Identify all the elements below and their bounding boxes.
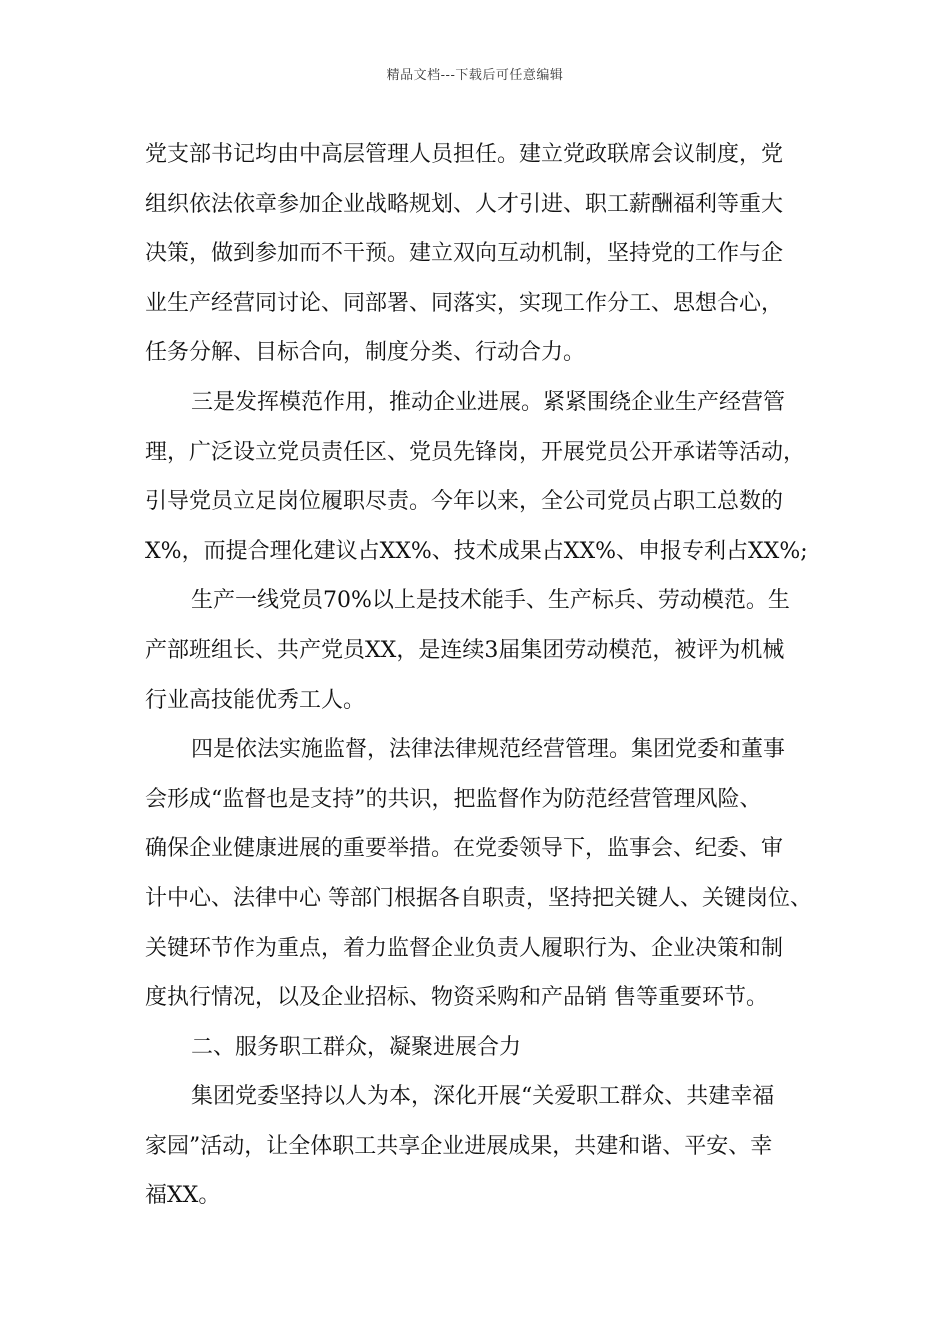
text-line: X%，而提合理化建议占XX%、技术成果占XX%、申报专利占XX%; <box>145 538 808 564</box>
text-line: 度执行情况，以及企业招标、物资采购和产品销 售等重要环节。 <box>145 985 768 1011</box>
text-line: 决策，做到参加而不干预。建立双向互动机制，坚持党的工作与企 <box>145 241 784 267</box>
paragraph-4 <box>145 725 825 1023</box>
text-line: 三是发挥模范作用，推动企业进展。紧紧围绕企业生产经营管 <box>191 389 786 415</box>
text-line: 党支部书记均由中高层管理人员担任。建立党政联席会议制度，党 <box>145 142 784 167</box>
text-line: 集团党委坚持以人为本，深化开展“关爱职工群众、共建幸福 <box>191 1084 775 1110</box>
text-line: 理，广泛设立党员责任区、党员先锋岗，开展党员公开承诺等活动， <box>145 439 806 465</box>
text-line: 行业高技能优秀工人。 <box>145 687 366 713</box>
section-heading <box>145 1023 825 1073</box>
text-line: 关键环节作为重点，着力监督企业负责人履职行为、企业决策和制 <box>145 935 784 961</box>
paragraph-3 <box>145 576 825 725</box>
text-line: 确保企业健康进展的重要举措。在党委领导下，监事会、纪委、审 <box>145 836 784 862</box>
document-body <box>145 130 825 1221</box>
text-line: 任务分解、目标合向，制度分类、行动合力。 <box>145 340 586 366</box>
text-line: 业生产经营同讨论、同部署、同落实，实现工作分工、思想合心， <box>145 290 784 316</box>
text-line: 引导党员立足岗位履职尽责。今年以来，全公司党员占职工总数的 <box>145 489 784 515</box>
paragraph-1 <box>145 130 825 378</box>
text-line: 会形成“监督也是支持”的共识，把监督作为防范经营管理风险、 <box>145 786 762 812</box>
text-line: 生产一线党员70%以上是技术能手、生产标兵、劳动模范。生 <box>191 588 790 614</box>
text-line: 家园”活动，让全体职工共享企业进展成果，共建和谐、平安、幸 <box>145 1133 773 1159</box>
page-header: 精品文档---下载后可任意编辑 <box>386 68 564 83</box>
text-line: 二、服务职工群众，凝聚进展合力 <box>191 1034 522 1060</box>
paragraph-2 <box>145 378 825 576</box>
text-line: 计中心、法律中心 等部门根据各自职责，坚持把关键人、关键岗位、 <box>145 885 812 911</box>
text-line: 产部班组长、共产党员XX，是连续3届集团劳动模范，被评为机械 <box>145 637 785 663</box>
text-line: 四是依法实施监督，法律法律规范经营管理。集团党委和董事 <box>191 737 786 763</box>
text-line: 组织依法依章参加企业战略规划、人才引进、职工薪酬福利等重大 <box>145 191 784 217</box>
text-line: 福XX。 <box>145 1183 221 1209</box>
paragraph-6 <box>145 1072 825 1221</box>
